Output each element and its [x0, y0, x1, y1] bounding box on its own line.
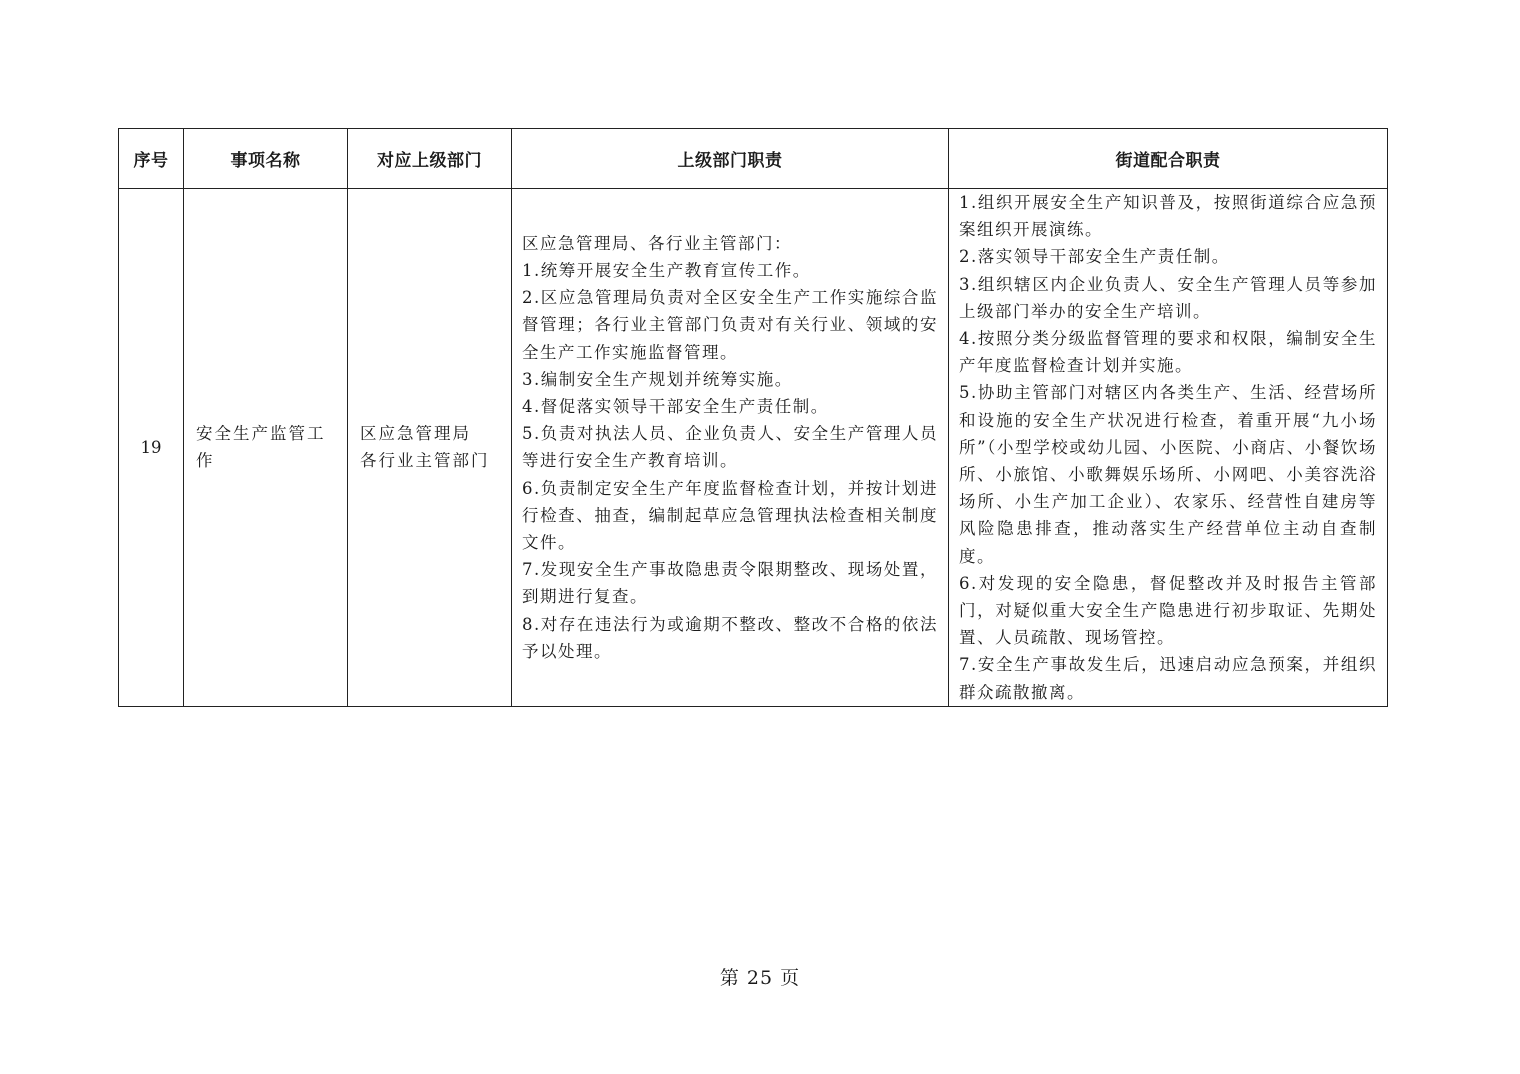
item-name-cell: 安全生产监管工作: [184, 189, 348, 707]
department-line: 区应急管理局: [360, 424, 471, 444]
header-superior-department: 对应上级部门: [348, 129, 512, 189]
coop-item: 4.按照分类分级监督管理的要求和权限，编制安全生产年度监督检查计划并实施。: [959, 329, 1377, 376]
header-superior-duties: 上级部门职责: [512, 129, 949, 189]
header-item-name: 事项名称: [184, 129, 348, 189]
coop-item: 7.安全生产事故发生后，迅速启动应急预案，并组织群众疏散撤离。: [959, 655, 1377, 702]
duty-item: 3.编制安全生产规划并统筹实施。: [522, 369, 793, 389]
coop-item: 6.对发现的安全隐患，督促整改并及时报告主管部门，对疑似重大安全生产隐患进行初步取证、先期处置、人员疏散、现场管控。: [959, 573, 1377, 648]
duty-item: 4.督促落实领导干部安全生产责任制。: [522, 397, 829, 417]
duty-item: 8.对存在违法行为或逾期不整改、整改不合格的依法予以处理。: [522, 614, 938, 661]
table-row: [119, 189, 1388, 707]
street-duties-cell: [949, 189, 1388, 707]
department-line: 各行业主管部门: [360, 451, 490, 471]
duty-item: 7.发现安全生产事故隐患责令限期整改、现场处置，到期进行复查。: [522, 560, 938, 607]
duty-item: 5.负责对执法人员、企业负责人、安全生产管理人员等进行安全生产教育培训。: [522, 424, 938, 471]
superior-duties-cell: [512, 189, 949, 707]
serial-number-cell: 19: [119, 189, 184, 707]
duty-item: 2.区应急管理局负责对全区安全生产工作实施综合监督管理；各行业主管部门负责对有关行业、领域的安全生产工作实施监督管理。: [522, 288, 938, 362]
header-serial-number: 序号: [119, 129, 184, 189]
department-cell: [348, 189, 512, 707]
coop-item: 1.组织开展安全生产知识普及，按照街道综合应急预案组织开展演练。: [959, 193, 1377, 240]
superior-duties-list: [522, 230, 938, 665]
page-number: 第 25 页: [719, 967, 801, 989]
responsibility-table: [118, 128, 1388, 707]
coop-item: 5.协助主管部门对辖区内各类生产、生活、经营场所和设施的安全生产状况进行检查，着重开展“九小场所”（小型学校或幼儿园、小医院、小商店、小餐饮场所、小旅馆、小歌舞娱乐场所、小网吧、小美容洗浴场所、小生产加工企业）、农家乐、经营性自建房等风险隐患排查，推动落实生产经营单位主动自查制度。: [959, 383, 1377, 566]
street-duties-list: [959, 189, 1377, 706]
duty-item: 6.负责制定安全生产年度监督检查计划，并按计划进行检查、抽查，编制起草应急管理执法检查相关制度文件。: [522, 478, 938, 553]
duty-intro: 区应急管理局、各行业主管部门：: [522, 233, 792, 253]
duty-item: 1.统筹开展安全生产教育宣传工作。: [522, 261, 811, 280]
header-street-duties: 街道配合职责: [949, 129, 1388, 189]
header-row: [119, 129, 1388, 189]
coop-item: 2.落实领导干部安全生产责任制。: [959, 247, 1230, 267]
coop-item: 3.组织辖区内企业负责人、安全生产管理人员等参加上级部门举办的安全生产培训。: [959, 274, 1377, 321]
